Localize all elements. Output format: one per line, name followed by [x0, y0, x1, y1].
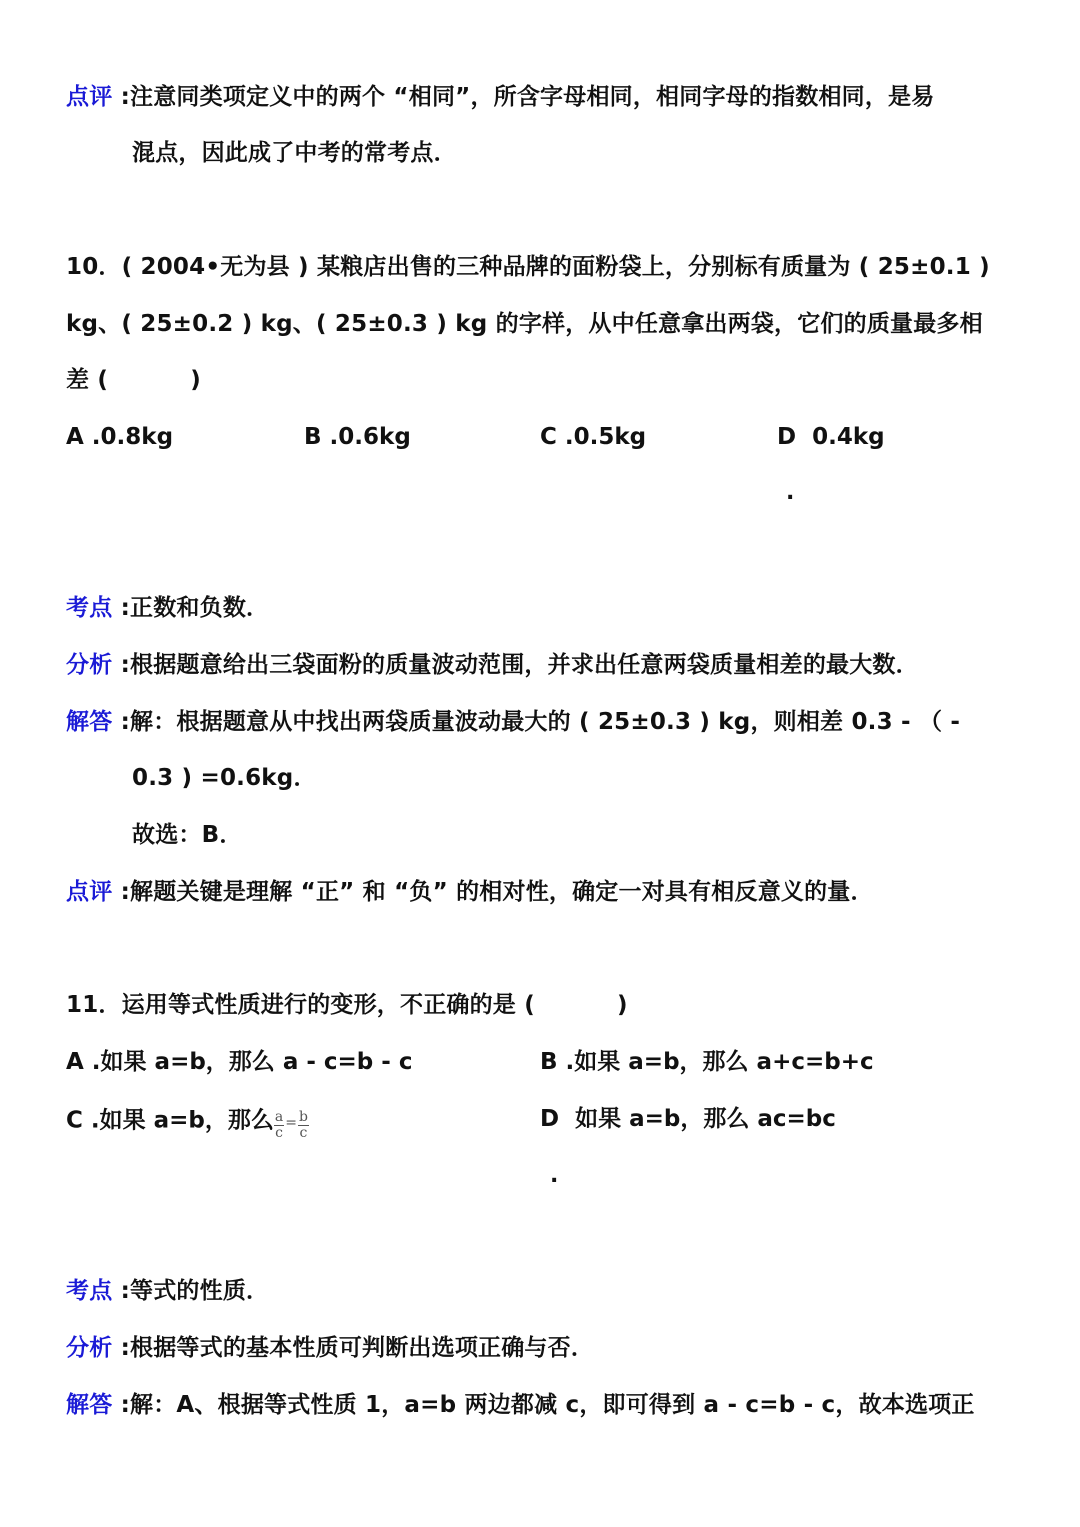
q10-option-a: A .0.8kg: [66, 424, 174, 450]
q10-kaodian: [66, 593, 269, 623]
kaodian-label: 考点: [66, 1278, 113, 1304]
comment-text: 注意同类项定义中的两个 “相同”，所含字母相同，相同字母的指数相同，是易: [130, 84, 935, 110]
q10-stem-line1: 10．( 2004•无为县 ) 某粮店出售的三种品牌的面粉袋上，分别标有质量为 ( 25±0.1 ): [66, 254, 990, 280]
colon: :: [112, 1392, 131, 1418]
q10-stem-line3: 差 ( ): [66, 367, 201, 393]
jieda-label: 解答: [66, 709, 113, 735]
jieda-label: 解答: [66, 1392, 113, 1418]
fenxi-text: 根据题意给出三袋面粉的质量波动范围，并求出任意两袋质量相差的最大数．: [130, 652, 919, 678]
q11-option-a: A .如果 a=b，那么 a - c=b - c: [66, 1049, 413, 1075]
q11-option-c: [66, 1102, 309, 1140]
colon: :: [112, 1335, 131, 1361]
dianping-label: 点评: [66, 879, 113, 905]
colon: :: [112, 1278, 131, 1304]
numerator-b: b: [298, 1109, 308, 1125]
denominator-c: c: [299, 1125, 308, 1141]
fenxi-label: 分析: [66, 1335, 113, 1361]
q10-trailing-dot: .: [786, 480, 795, 505]
colon: :: [112, 652, 131, 678]
fraction-a-over-c-equals-b-over-c: [274, 1110, 309, 1148]
q11-jieda-line1: [66, 1390, 975, 1420]
q10-dianping: [66, 877, 874, 907]
equals-sign: =: [285, 1115, 297, 1131]
jieda-text: 解：A、根据等式性质 1，a=b 两边都减 c，即可得到 a - c=b - c，故本选项正: [130, 1392, 975, 1418]
kaodian-label: 考点: [66, 595, 113, 621]
q10-option-b: B .0.6kg: [304, 424, 411, 450]
dianping-text: 解题关键是理解 “正” 和 “负” 的相对性，确定一对具有相反意义的量．: [130, 879, 874, 905]
q10-jieda-line1: [66, 707, 960, 737]
denominator-c: c: [275, 1125, 283, 1141]
q10-fenxi: [66, 650, 919, 680]
q9-comment-line2: 混点，因此成了中考的常考点．: [132, 140, 457, 166]
q10-option-c: C .0.5kg: [540, 424, 647, 450]
q11-trailing-dot: .: [550, 1163, 559, 1188]
fenxi-text: 根据等式的基本性质可判断出选项正确与否．: [130, 1335, 595, 1361]
colon: :: [112, 595, 131, 621]
jieda-text: 解：根据题意从中找出两袋质量波动最大的 ( 25±0.3 ) kg，则相差 0.3 - （ -: [130, 709, 961, 735]
colon: :: [112, 709, 131, 735]
q10-option-d: D 0.4kg: [777, 424, 885, 450]
colon: :: [112, 84, 131, 110]
q11-option-b: B .如果 a=b，那么 a+c=b+c: [540, 1049, 874, 1075]
q11-stem: 11．运用等式性质进行的变形，不正确的是 ( ): [66, 992, 628, 1018]
q11-kaodian: [66, 1276, 269, 1306]
kaodian-text: 等式的性质．: [130, 1278, 270, 1304]
fenxi-label: 分析: [66, 652, 113, 678]
colon: :: [112, 879, 131, 905]
comment-label: 点评: [66, 84, 113, 110]
q9-comment-line1: [66, 82, 934, 112]
numerator-a: a: [274, 1109, 284, 1125]
kaodian-text: 正数和负数．: [130, 595, 270, 621]
q11-option-d: D 如果 a=b，那么 ac=bc: [540, 1106, 836, 1132]
q10-jieda-line2: 0.3 ) =0.6kg．: [132, 765, 317, 791]
q11-fenxi: [66, 1333, 594, 1363]
option-c-text: C .如果 a=b，那么: [66, 1107, 274, 1134]
q10-jieda-line3: 故选：B．: [132, 822, 243, 848]
q10-stem-line2: kg、( 25±0.2 ) kg、( 25±0.3 ) kg 的字样，从中任意拿出两袋，它们的质量最多相: [66, 311, 983, 337]
